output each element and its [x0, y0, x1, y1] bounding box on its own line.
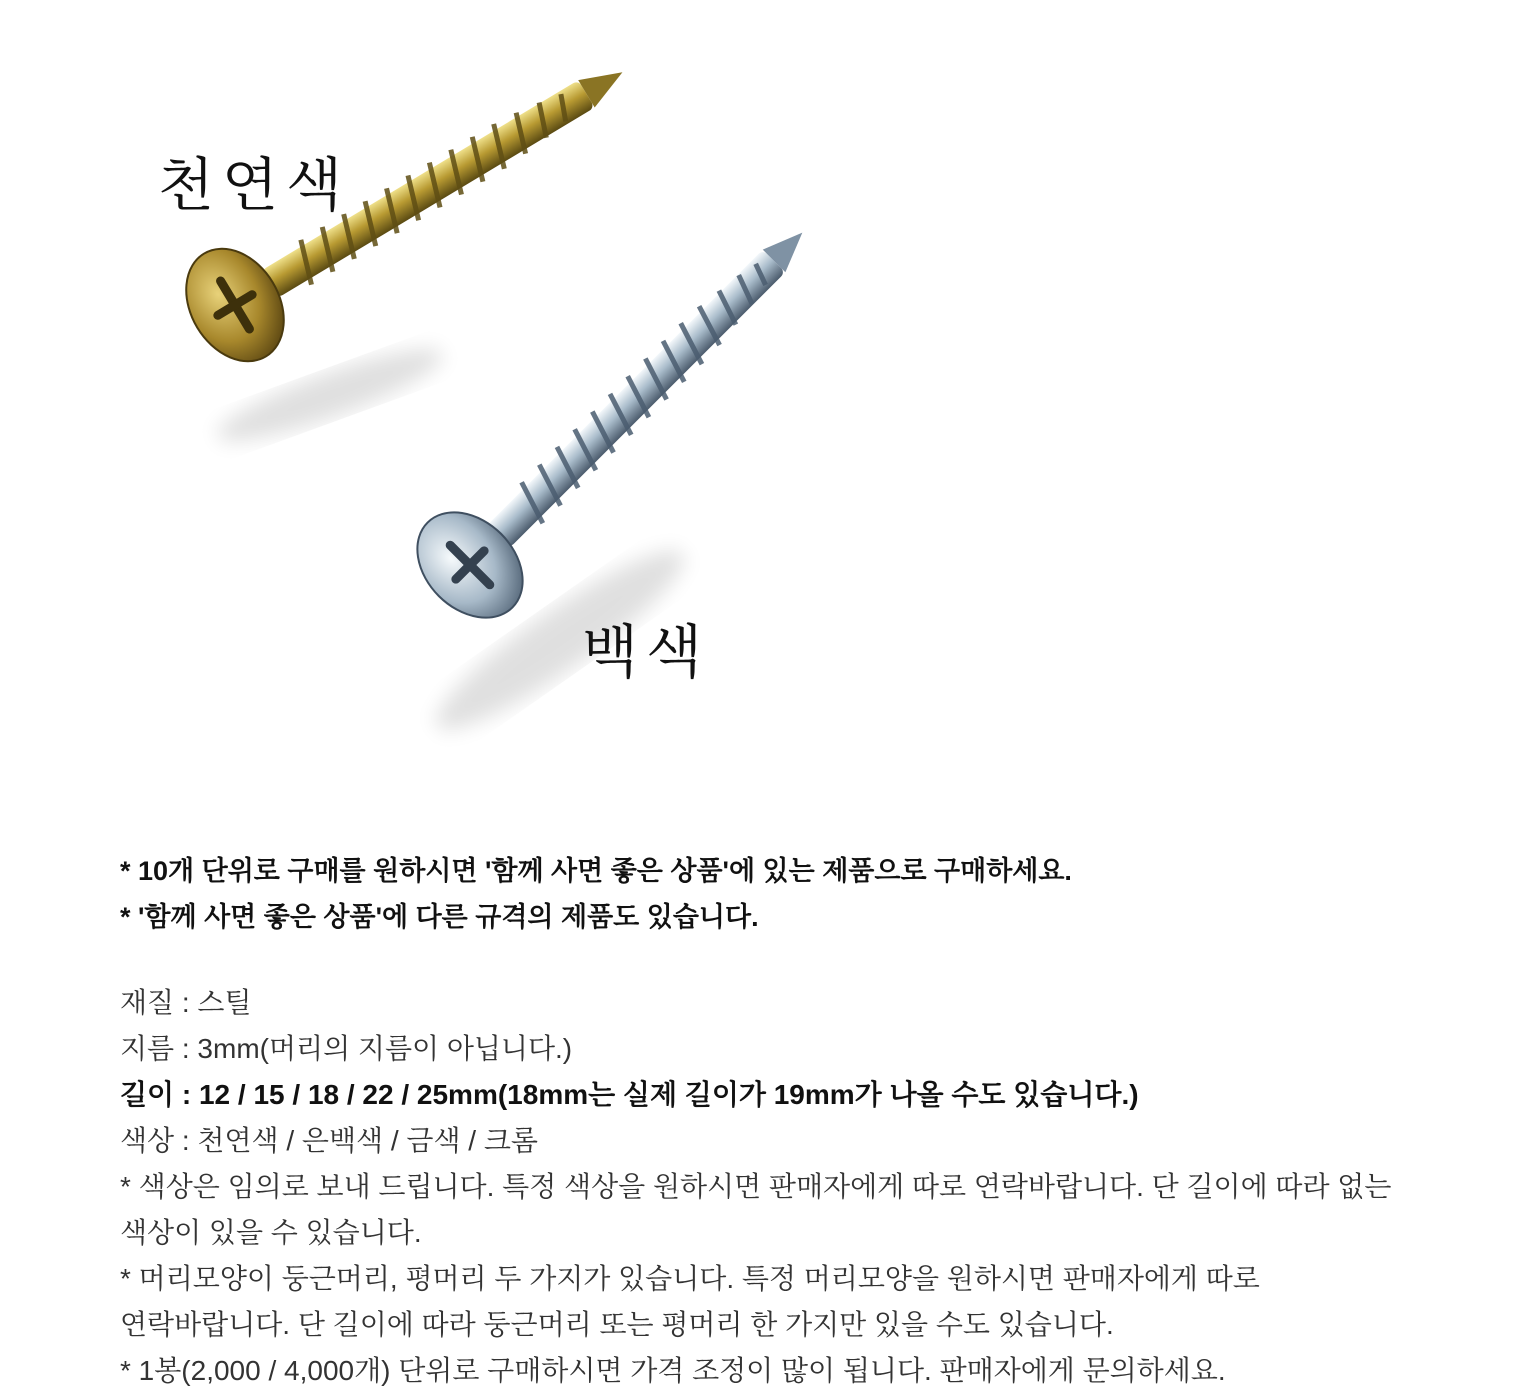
note-bulk-pricing: * 1봉(2,000 / 4,000개) 단위로 구매하시면 가격 조정이 많이 됩니다. 판매자에게 문의하세요. [120, 1355, 1226, 1386]
notice-bulk-purchase: * 10개 단위로 구매를 원하시면 '함께 사면 좋은 상품'에 있는 제품으로 구매하세요. [120, 856, 1072, 886]
label-white-color: 백색 [582, 618, 711, 686]
spec-diameter: 지름 : 3mm(머리의 지름이 아닙니다.) [120, 1033, 573, 1064]
note-head-shape: * 머리모양이 둥근머리, 평머리 두 가지가 있습니다. 특정 머리모양을 원하시면 판매자에게 따로 연락바랍니다. 단 길이에 따라 둥근머리 또는 평머리 한 가지만 있을 수도 있습니다. [120, 1263, 1260, 1340]
spec-color: 색상 : 천연색 / 은백색 / 금색 / 크롬 [120, 1125, 538, 1156]
spec-material: 재질 : 스틸 [120, 987, 252, 1018]
section-spacer [120, 940, 1420, 980]
product-description [120, 848, 1420, 1394]
notice-other-specs: * '함께 사면 좋은 상품'에 다른 규격의 제품도 있습니다. [120, 902, 759, 932]
note-color-random: * 색상은 임의로 보내 드립니다. 특정 색상을 원하시면 판매자에게 따로 연락바랍니다. 단 길이에 따라 없는 색상이 있을 수 있습니다. [120, 1171, 1392, 1248]
label-natural-color: 천연색 [158, 151, 351, 219]
spec-length: 길이 : 12 / 15 / 18 / 22 / 25mm(18mm는 실제 길이가 19mm가 나올 수도 있습니다.) [120, 1079, 1139, 1110]
